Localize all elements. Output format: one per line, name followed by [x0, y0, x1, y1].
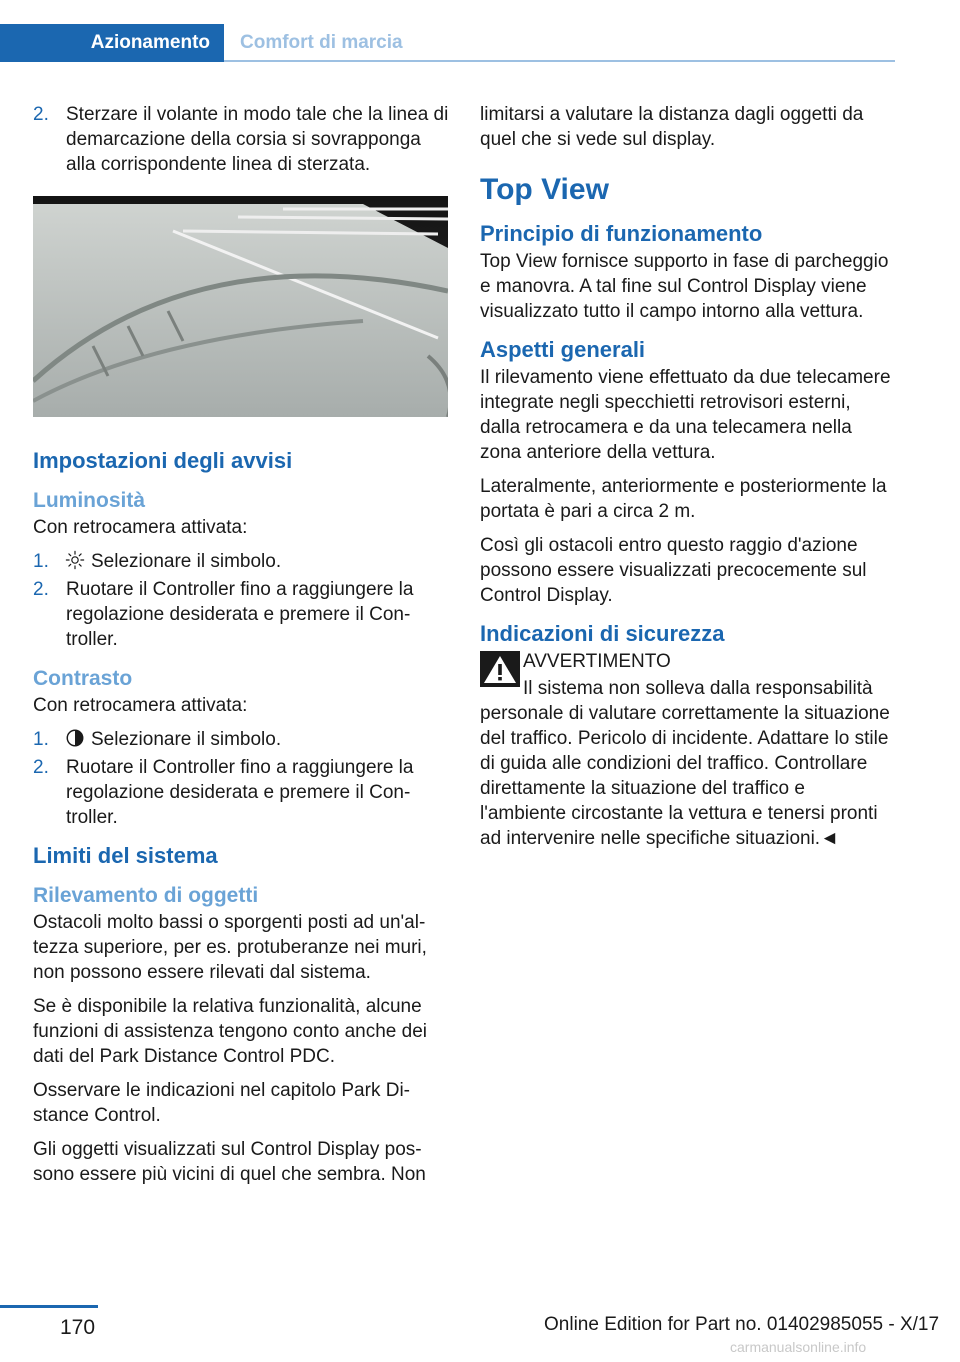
- body-paragraph: Il rilevamento viene effettuato da due telecamere integrate negli specchietti retrovisori esterni, dalla retrocamera e da una telecamera nella zona anteriore della vettura.: [480, 367, 891, 463]
- list-item: [33, 549, 449, 574]
- page-number: 170: [60, 1316, 96, 1339]
- body-paragraph: Ostacoli molto bassi o sporgenti posti ad un'altezza superiore, per es. protuberanze nei muri, non possono essere rilevati dal sistema.: [33, 912, 427, 983]
- body-paragraph: Top View fornisce supporto in fase di parcheggio e manovra. A tal fine sul Control Display viene visualizzato tutto il campo intorno alla vettura.: [480, 251, 889, 322]
- warning-text: Il sistema non solleva dalla responsabilità personale di valutare correttamente la situazione del traffico. Pericolo di incidente. Adattare lo stile di guida alle condizioni del traffico. Controllare direttamente la situazione del traffico e l'ambiente circostante la vettura e tenersi pronti ad intervenire nelle specifiche situazioni.◄: [480, 678, 890, 849]
- edition-line: Online Edition for Part no. 01402985055 - X/17: [544, 1314, 940, 1335]
- sun-icon: [64, 550, 86, 570]
- step-text: Selezionare il simbolo.: [91, 551, 282, 572]
- brightness-step-list: [33, 549, 449, 652]
- system-limits-heading: Limiti del sistema: [33, 843, 218, 868]
- body-paragraph: limitarsi a valutare la distanza dagli oggetti da quel che si vede sul display.: [480, 104, 864, 150]
- step-text: Ruotare il Controller fino a raggiungere la regolazione desiderata e premere il Controller.: [66, 579, 414, 650]
- settings-heading: Impostazioni degli avvisi: [33, 448, 293, 473]
- step-text: Ruotare il Controller fino a raggiungere la regolazione desiderata e premere il Controller.: [66, 757, 414, 828]
- top-view-heading: Top View: [480, 173, 609, 206]
- brightness-lead: Con retrocamera attivata:: [33, 517, 248, 538]
- step-number: 1.: [33, 551, 49, 572]
- body-paragraph: Lateralmente, anteriormente e posteriormente la portata è pari a circa 2 m.: [480, 476, 887, 522]
- intro-step-list: [33, 102, 449, 177]
- contrast-step-list: [33, 727, 449, 830]
- step-number: 2.: [33, 579, 49, 600]
- contrast-lead: Con retrocamera attivata:: [33, 695, 248, 716]
- warning-title: AVVERTIMENTO: [523, 651, 671, 672]
- list-item: [33, 755, 449, 830]
- body-paragraph: Osservare le indicazioni nel capitolo Park Distance Control.: [33, 1080, 410, 1126]
- warning-triangle-icon: [480, 651, 520, 687]
- list-item: [33, 102, 449, 177]
- safety-heading: Indicazioni di sicurezza: [480, 621, 725, 646]
- rear-camera-image: [33, 196, 448, 417]
- list-item: [33, 727, 449, 752]
- chapter-tab-active[interactable]: Azionamento: [0, 24, 224, 62]
- principle-heading: Principio di funzionamento: [480, 221, 763, 246]
- body-paragraph: Così gli ostacoli entro questo raggio d'azione possono essere visualizzati precocemente sul Control Display.: [480, 535, 867, 606]
- object-detection-heading: Rilevamento di oggetti: [33, 884, 259, 907]
- chapter-tab-inactive[interactable]: Comfort di marcia: [240, 32, 403, 53]
- general-heading: Aspetti generali: [480, 337, 646, 362]
- warning-block: [480, 649, 896, 851]
- body-paragraph: Se è disponibile la relativa funzionalità, alcune funzioni di assistenza tengono conto anche dei dati del Park Distance Control PDC.: [33, 996, 427, 1067]
- contrast-heading: Contrasto: [33, 667, 133, 690]
- watermark: carmanualsonline.info: [730, 1339, 867, 1355]
- step-number: 2.: [33, 757, 49, 778]
- header-divider: [224, 60, 895, 62]
- step-number: 2.: [33, 104, 49, 125]
- step-text: Selezionare il simbolo.: [91, 729, 282, 750]
- left-column: [33, 102, 449, 1196]
- contrast-icon: [64, 728, 86, 748]
- brightness-heading: Luminosità: [33, 489, 146, 512]
- list-item: [33, 577, 449, 652]
- right-column: [480, 102, 896, 851]
- footer-divider: [0, 1305, 98, 1308]
- body-paragraph: Gli oggetti visualizzati sul Control Display possono essere più vicini di quel che sembra. Non: [33, 1139, 426, 1185]
- chapter-header: [0, 24, 895, 62]
- step-text: Sterzare il volante in modo tale che la linea di demarcazione della corsia si sovrapponga alla corrispondente linea di sterzata.: [66, 104, 449, 175]
- step-number: 1.: [33, 729, 49, 750]
